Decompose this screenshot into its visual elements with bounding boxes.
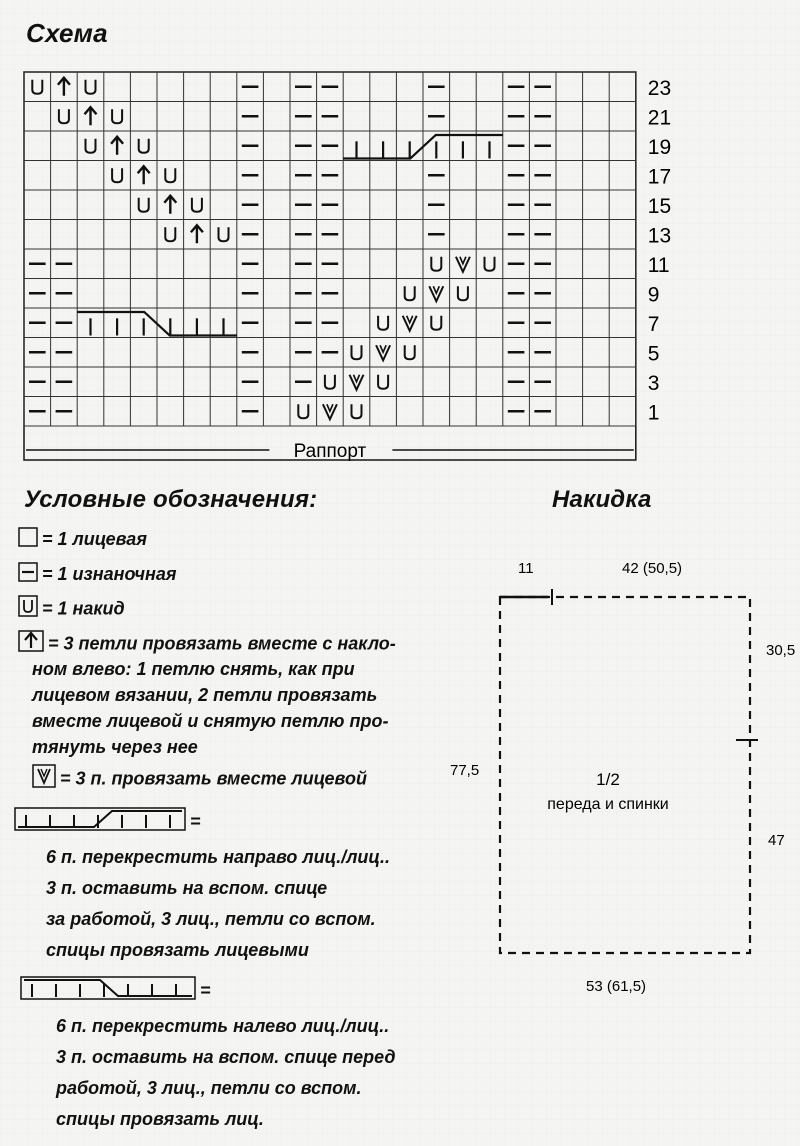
k3tog-symbol	[456, 257, 470, 272]
scheme-title: Схема	[26, 18, 108, 48]
yarn-over-symbol	[165, 168, 175, 182]
yarn-over-symbol	[192, 198, 202, 212]
knit-symbol	[19, 528, 37, 546]
pattern-title: Накидка	[552, 486, 652, 513]
pattern-outline	[500, 597, 750, 953]
k3tog-symbol	[429, 286, 443, 301]
row-number: 9	[647, 283, 660, 307]
legend-item-description	[46, 842, 466, 966]
legend-item-text: = 1 лицевая	[42, 529, 147, 549]
cross-left-legend-icon	[20, 975, 196, 1008]
legend-item-k3tog	[32, 764, 367, 795]
cross-right-legend-icon	[14, 806, 186, 839]
yarn-over-symbol	[112, 168, 122, 182]
legend-item-knit	[18, 526, 147, 554]
yarn-over-symbol	[485, 257, 495, 271]
legend-title: Условные обозначения:	[24, 486, 318, 513]
yarn-over-symbol	[352, 404, 362, 418]
row-number: 13	[647, 224, 672, 248]
piece-label-name: переда и спинки	[547, 796, 669, 813]
yarn-over-symbol	[431, 316, 441, 330]
legend-description-line: вместе лицевой и снятую петлю про-	[32, 711, 389, 731]
dim-left: 77,5	[450, 762, 480, 779]
yarn-over-symbol	[139, 198, 149, 212]
yarn-over-symbol	[405, 286, 415, 300]
yarn-over-symbol	[431, 257, 441, 271]
row-number: 7	[647, 312, 660, 336]
k3tog-legend-icon	[32, 764, 56, 795]
yo-legend-icon	[18, 595, 38, 624]
legend-item-cross-right	[14, 806, 201, 839]
k3tog-symbol	[41, 769, 47, 776]
legend-description-line: ном влево: 1 петлю снять, как при	[32, 659, 355, 679]
yarn-over-symbol	[86, 139, 96, 153]
k3tog-symbol	[376, 345, 390, 360]
rapport-label: Раппорт	[293, 441, 367, 462]
yarn-over-symbol	[378, 316, 388, 330]
yarn-over-symbol	[112, 109, 122, 123]
k3tog-left-symbol	[191, 225, 203, 243]
row-number: 23	[647, 76, 672, 100]
k3tog-left-symbol	[164, 196, 176, 214]
yarn-over-symbol	[59, 109, 69, 123]
row-number: 11	[647, 253, 670, 277]
yarn-over-symbol	[24, 600, 32, 612]
legend-item-k3tog-left	[18, 630, 396, 659]
piece-label-fraction: 1/2	[596, 770, 620, 789]
legend-description-line: 6 п. перекрестить налево лиц./лиц..	[56, 1016, 390, 1036]
pattern-schematic	[440, 545, 796, 1015]
yarn-over-symbol	[458, 286, 468, 300]
knitting-chart	[0, 60, 700, 520]
legend-item-text: = 3 п. провязать вместе лицевой	[60, 768, 367, 789]
purl-legend-icon	[18, 562, 38, 589]
k3tog-symbol	[403, 316, 417, 331]
cable-left-symbol	[24, 980, 192, 996]
dim-bottom: 53 (61,5)	[586, 978, 647, 995]
yarn-over-symbol	[165, 227, 175, 241]
legend-description-line: работой, 3 лиц., петли со вспом.	[56, 1078, 362, 1098]
legend-item-purl	[18, 561, 177, 589]
knit-legend-icon	[18, 527, 38, 554]
legend-description-line: спицы провязать лицевыми	[46, 940, 309, 960]
legend-item-text: =	[200, 980, 211, 1001]
yarn-over-symbol	[32, 80, 42, 94]
cable-right-symbol	[18, 811, 182, 827]
row-number: 17	[647, 165, 672, 189]
k3tog-left-symbol	[138, 166, 150, 184]
yarn-over-symbol	[298, 404, 308, 418]
legend-description-line: 6 п. перекрестить направо лиц./лиц..	[46, 847, 391, 867]
legend-item-text: =	[190, 811, 201, 832]
legend-description-line: тянуть через нее	[32, 737, 198, 757]
legend-description-line: лицевом вязании, 2 петли провязать	[32, 685, 378, 705]
yarn-over-symbol	[139, 139, 149, 153]
k3tog-symbol	[323, 404, 337, 419]
k3tog-left-symbol	[85, 107, 97, 125]
k3tog-left-legend-icon	[18, 630, 44, 659]
yarn-over-symbol	[219, 227, 229, 241]
legend-item-text: = 3 петли провязать вместе с накло-	[48, 633, 396, 654]
legend-description-line: 3 п. оставить на вспом. спице	[46, 878, 328, 898]
legend-description-line: за работой, 3 лиц., петли со вспом.	[46, 909, 376, 929]
dim-top-left: 11	[518, 560, 534, 577]
legend-item-text: = 1 изнаночная	[42, 564, 177, 584]
legend-item-cross-left	[20, 975, 211, 1008]
row-number: 19	[647, 135, 672, 159]
legend-item-description	[56, 1011, 476, 1135]
yarn-over-symbol	[86, 80, 96, 94]
row-number: 15	[647, 194, 672, 218]
legend-item-description	[32, 656, 452, 760]
k3tog-left-symbol	[58, 78, 70, 96]
row-number: 5	[647, 342, 660, 366]
legend-item-yo	[18, 595, 125, 624]
k3tog-left-symbol	[111, 137, 123, 155]
row-number: 21	[647, 106, 672, 130]
row-number: 1	[647, 401, 660, 425]
k3tog-symbol	[350, 375, 364, 390]
yarn-over-symbol	[378, 375, 388, 389]
dim-right-bottom: 47	[768, 832, 785, 849]
legend-description-line: 3 п. оставить на вспом. спице перед	[56, 1047, 396, 1067]
yarn-over-symbol	[325, 375, 335, 389]
chart-frame	[24, 72, 636, 460]
row-number: 3	[647, 371, 660, 395]
dim-right-top: 30,5	[766, 642, 796, 659]
yarn-over-symbol	[352, 345, 362, 359]
dim-top: 42 (50,5)	[622, 560, 683, 577]
yarn-over-symbol	[405, 345, 415, 359]
legend-item-text: = 1 накид	[42, 598, 125, 619]
legend-description-line: спицы провязать лиц.	[56, 1109, 264, 1129]
